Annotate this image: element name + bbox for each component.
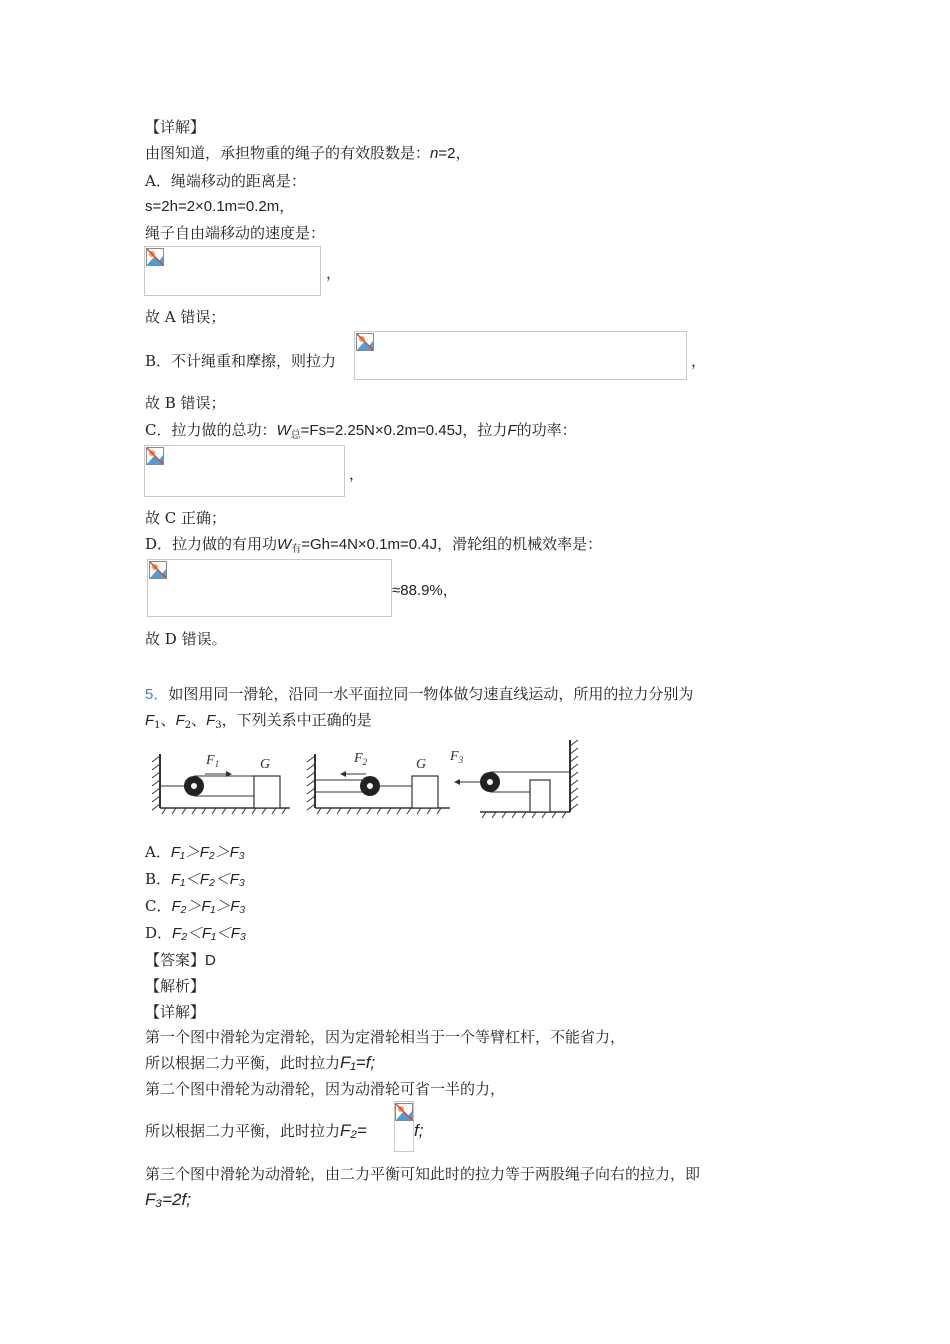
intro-value: =2， [438,145,471,162]
label-f2: $F_2$ [354,751,368,767]
intro-var: n [430,145,439,162]
work-symbol: W [276,422,291,439]
answer-line [145,950,216,971]
broken-image-half [394,1101,414,1152]
comma-2: ， [691,352,707,370]
question-number: 5． [145,686,169,703]
option-d-conclusion: 故 D 错误。 [145,630,227,648]
option-a-conclusion: 故 A 错误； [145,308,226,326]
detail-label: 【详解】 [145,1003,206,1021]
label-g2: G [416,757,427,772]
pulley-figure [150,736,590,826]
option-d-line [145,534,602,560]
detail-heading: 【详解】 [145,118,206,136]
analysis-label: 【解析】 [145,977,206,995]
label-f1: $F_1$ [206,753,220,769]
formula-f3: F₃=2f; [145,1190,191,1209]
question-stem-text: 如图用同一滑轮，沿同一水平面拉同一物体做匀速直线运动，所用的拉力分别为 [168,685,694,703]
option-d-prefix: D．拉力做的有用功 [145,535,278,553]
intro-line [145,143,470,164]
option-a: A．F₁＞F₂＞F₃ [145,843,245,861]
option-c-conclusion: 故 C 正确； [145,509,227,527]
option-c: C．F₂＞F₁＞F₃ [145,897,246,915]
option-a-equation: s=2h=2×0.1m=0.2m， [145,198,295,215]
option-b-conclusion: 故 B 错误； [145,394,226,412]
broken-image-icon [146,447,164,465]
option-c-suffix: 的功率： [516,421,577,439]
answer-label: 【答案】 [145,951,206,969]
explanation-line-4: 所以根据二力平衡，此时拉力F₂= [145,1121,367,1140]
label-g1: G [260,757,271,772]
comma-1: ， [326,264,342,282]
question-5-stem-line2: $F_1$、$F_2$、$F_3$，下列关系中正确的是 [145,711,372,731]
broken-image-icon [149,561,167,579]
broken-image-power [144,445,345,497]
explanation-line-6 [145,1190,191,1210]
broken-image-force [354,331,687,380]
broken-image-icon [356,333,374,351]
option-d: D．F₂＜F₁＜F₃ [145,924,246,942]
broken-image-icon [395,1103,413,1121]
option-c-prefix: C．拉力做的总功： [145,421,277,439]
force-symbol: F [507,422,517,439]
explanation-line-1: 第一个图中滑轮为定滑轮，因为定滑轮相当于一个等臂杠杆，不能省力， [145,1028,626,1046]
explanation-line-3: 第二个图中滑轮为动滑轮，因为动滑轮可省一半的力， [145,1080,506,1098]
broken-image-speed [144,246,321,296]
intro-text: 由图知道，承担物重的绳子的有效股数是： [145,144,431,162]
explanation-line-5: 第三个图中滑轮为动滑轮，由二力平衡可知此时的拉力等于两股绳子向右的拉力，即 [145,1165,701,1183]
option-b-text: F₁＜F₂＜F₃ [171,871,245,888]
broken-image-efficiency [147,559,392,617]
label-f3: $F_3$ [450,749,464,765]
comma-3: ， [349,465,365,483]
efficiency-result: ≈88.9%， [392,582,458,599]
option-c-equation: =Fs=2.25N×0.2m=0.45J，拉力 [300,422,508,439]
option-c-text: F₂＞F₁＞F₃ [171,898,246,915]
answer-value: D [205,952,216,969]
option-c-line [145,420,577,446]
useful-work-symbol: W [277,536,292,553]
pulley-setup-1 [152,753,290,814]
option-b-text: B．不计绳重和摩擦，则拉力 [145,352,337,370]
useful-work-subscript: 有 [291,544,302,555]
work-subscript: 总 [290,430,301,441]
option-a-title: A．绳端移动的距离是： [145,172,306,190]
option-a-speed-text: 绳子自由端移动的速度是： [145,224,326,242]
question-5-stem-line1 [145,684,693,705]
broken-image-icon [146,248,164,266]
question-stem-tail: ，下列关系中正确的是 [221,711,372,729]
formula-f2: F₂= [340,1121,367,1140]
pulley-setup-3 [449,740,578,818]
option-b: B．F₁＜F₂＜F₃ [145,870,245,888]
option-d-equation: =Gh=4N×0.1m=0.4J，滑轮组的机械效率是： [301,536,603,553]
pulley-setup-2 [307,751,450,814]
option-d-text: F₂＜F₁＜F₃ [172,925,246,942]
formula-f2-tail: f; [414,1121,424,1140]
option-a-text: F₁＞F₂＞F₃ [170,844,245,861]
explanation-line-2: 所以根据二力平衡，此时拉力F₁=f; [145,1053,376,1072]
formula-f1: F₁=f; [340,1053,376,1072]
